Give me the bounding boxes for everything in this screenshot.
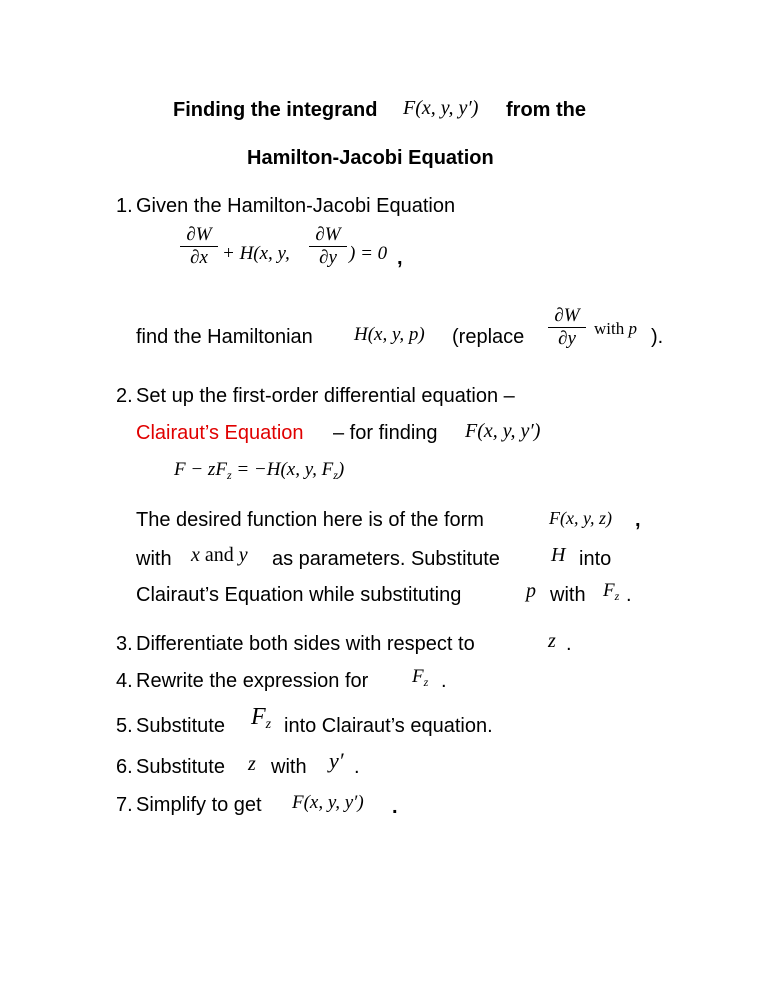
step2-math: F(x, y, y′) bbox=[465, 420, 541, 442]
paragraph3-dot: . bbox=[626, 584, 632, 606]
hamiltonian-math: H(x, y, p) bbox=[354, 324, 425, 345]
step6-text: Substitute bbox=[136, 756, 225, 778]
step2-number: 2. bbox=[116, 385, 133, 407]
step2-text2: – for finding bbox=[333, 422, 438, 444]
hj-fraction-1: ∂W ∂x bbox=[180, 225, 218, 268]
clairaut-equation-label: Clairaut’s Equation bbox=[136, 422, 304, 444]
hj-middle: + H(x, y, bbox=[222, 243, 290, 264]
replace-close: ). bbox=[651, 326, 664, 348]
step7-text: Simplify to get bbox=[136, 794, 262, 816]
step2-text: Set up the first-order differential equation – bbox=[136, 385, 515, 407]
step4-dot: . bbox=[441, 670, 447, 692]
step6-z: z bbox=[248, 753, 256, 775]
clairaut-formula: $F - zF_z = -H(x$, y, $F_z$) bbox=[174, 459, 345, 482]
step6-dot: . bbox=[354, 756, 360, 778]
step3-number: 3. bbox=[116, 633, 133, 655]
replace-with: with p bbox=[594, 319, 637, 338]
step5-text: Substitute bbox=[136, 715, 225, 737]
step3-dot: . bbox=[566, 633, 572, 655]
step6-with: with bbox=[271, 756, 307, 778]
paragraph1-math: F(x, y, z) bbox=[549, 508, 612, 528]
paragraph2-text: as parameters. Substitute bbox=[272, 548, 500, 570]
paragraph2-into: into bbox=[579, 548, 612, 570]
title-line1-pre: Finding the integrand bbox=[173, 99, 378, 121]
paragraph3-with: with bbox=[550, 584, 586, 606]
step5-Fz: $F_z$ bbox=[251, 704, 272, 732]
step6-number: 6. bbox=[116, 756, 133, 778]
step3-z: z bbox=[548, 630, 556, 652]
paragraph3-Fz: $F_z$ bbox=[603, 580, 620, 603]
hj-comma: , bbox=[397, 247, 403, 269]
hj-end: ) = 0 bbox=[349, 243, 388, 264]
step5-text2: into Clairaut’s equation. bbox=[284, 715, 493, 737]
step1b-text: find the Hamiltonian bbox=[136, 326, 313, 348]
step3-text: Differentiate both sides with respect to bbox=[136, 633, 475, 655]
step7-math: F(x, y, y′) bbox=[292, 792, 364, 813]
step1-number: 1. bbox=[116, 195, 133, 217]
paragraph2-params: x and y bbox=[191, 544, 248, 566]
paragraph2-with: with bbox=[136, 548, 172, 570]
hj-fraction-2: ∂W ∂y bbox=[309, 225, 347, 268]
step4-number: 4. bbox=[116, 670, 133, 692]
step7-dot: . bbox=[392, 796, 398, 818]
step6-y: y′ bbox=[329, 748, 344, 773]
step7-number: 7. bbox=[116, 794, 133, 816]
replace-text: (replace bbox=[452, 326, 525, 348]
replace-fraction: ∂W ∂y bbox=[548, 306, 586, 349]
paragraph3-text: Clairaut’s Equation while substituting bbox=[136, 584, 462, 606]
title-math: F(x, y, y′) bbox=[403, 97, 479, 119]
title-line1-post: from the bbox=[506, 99, 586, 121]
step1-text: Given the Hamilton-Jacobi Equation bbox=[136, 195, 456, 217]
step5-number: 5. bbox=[116, 715, 133, 737]
step4-text: Rewrite the expression for bbox=[136, 670, 369, 692]
paragraph3-p: p bbox=[526, 580, 536, 602]
paragraph2-H: H bbox=[551, 544, 566, 566]
step4-Fz: $F_z$ bbox=[412, 666, 429, 689]
paragraph1-comma: , bbox=[635, 509, 641, 531]
title-line2: Hamilton-Jacobi Equation bbox=[247, 147, 494, 169]
paragraph1-text: The desired function here is of the form bbox=[136, 509, 484, 531]
